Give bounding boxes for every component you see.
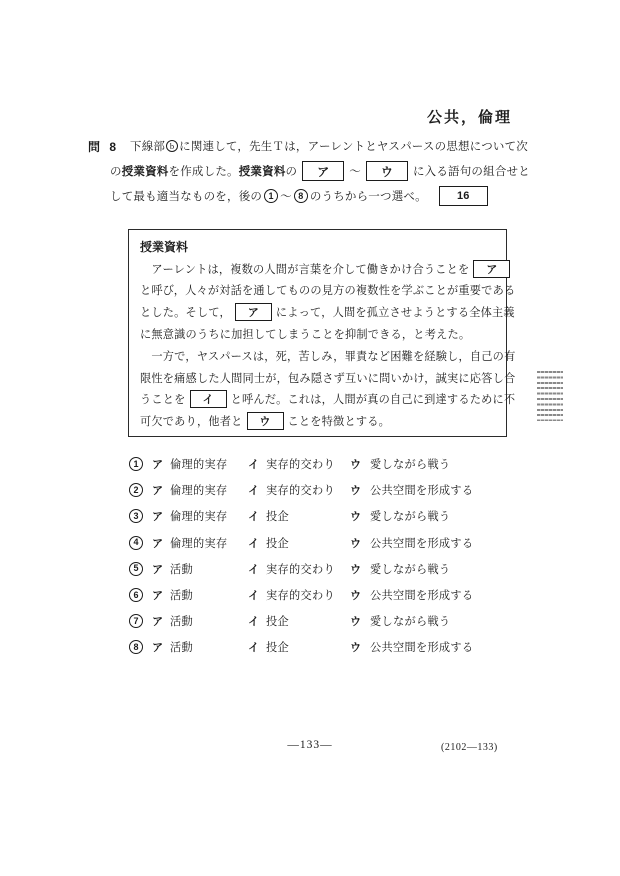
col-c-label: ウ (350, 485, 361, 498)
choice-a-value: 活動 (170, 563, 193, 576)
choice-a-value: 活動 (170, 590, 193, 603)
choice-b-value: 投企 (266, 511, 289, 524)
choice-row-6 (127, 582, 473, 608)
col-b-label: イ (248, 563, 259, 576)
question-line-3 (88, 185, 488, 207)
answer-number-box: 16 (439, 186, 488, 206)
material-term: 授業資料 (238, 166, 286, 178)
material-text: によって，人間を孤立させようとする全体主義 (275, 307, 515, 320)
choice-row-7 (127, 608, 473, 634)
material-text: うことを (140, 394, 186, 407)
col-c-label: ウ (350, 616, 361, 629)
material-p1-line1 (140, 258, 498, 280)
blank-box-a: ア (235, 303, 272, 321)
question-text: に関連して，先生Ｔは，アーレントとヤスパースの思想について次 (179, 141, 528, 153)
col-a-label: ア (152, 485, 163, 498)
blank-box-c: ウ (366, 161, 408, 181)
choice-a-value: 倫理的実存 (170, 511, 228, 524)
choice-b-value: 投企 (266, 642, 289, 655)
material-text: と呼んだ。これは，人間が真の自己に到達するために不 (230, 394, 516, 407)
choice-row-5 (127, 556, 473, 582)
tilde: ～ (349, 166, 361, 178)
material-text: に無意識のうちに加担してしまうことを抑制できる，と考えた。 (140, 329, 471, 342)
material-p1-line4 (140, 323, 495, 345)
choice-c-value: 公共空間を形成する (370, 537, 474, 550)
col-b-label: イ (248, 616, 259, 629)
choice-c-value: 公共空間を形成する (370, 485, 474, 498)
page-number: —133— (287, 739, 333, 751)
blank-box-b: イ (190, 390, 227, 408)
question-text: のうちから一つ選べ。 (309, 191, 427, 203)
material-p2-line2 (140, 367, 516, 389)
blank-box-c: ウ (247, 412, 284, 430)
col-a-label: ア (152, 616, 163, 629)
subject-header: 公共，倫理 (426, 109, 512, 126)
choice-row-8 (127, 634, 473, 660)
material-text: 限性を痛感した人間同士が，包み隠さず互いに問いかけ，誠実に応答し合 (140, 372, 516, 385)
col-a-label: ア (152, 511, 163, 524)
material-p1-line3 (140, 301, 515, 323)
choice-number: 3 (129, 509, 143, 523)
col-a-label: ア (152, 563, 163, 576)
blank-box-a: ア (302, 161, 344, 181)
material-text: ことを特徴とする。 (287, 416, 390, 429)
microtext-stamp (537, 371, 563, 421)
col-c-label: ウ (350, 563, 361, 576)
choice-a-value: 活動 (170, 642, 193, 655)
blank-box-a: ア (473, 260, 510, 278)
underline-ref-badge: b (166, 140, 178, 152)
material-text: 一方で，ヤスパースは，死，苦しみ，罪責など困難を経験し，自己の有 (140, 350, 516, 363)
material-term: 授業資料 (121, 166, 169, 178)
choice-c-value: 公共空間を形成する (370, 590, 474, 603)
booklet-code: (2102—133) (441, 742, 498, 753)
question-number: 問 8 (88, 139, 120, 154)
col-a-label: ア (152, 642, 163, 655)
material-text: と呼び，人々が対話を通してものの見方の複数性を学ぶことが重要である (140, 285, 516, 298)
choice-b-value: 実存的交わり (266, 485, 335, 498)
choice-number: 2 (129, 483, 143, 497)
choice-number: 8 (129, 640, 143, 654)
choice-a-value: 活動 (170, 616, 193, 629)
choice-c-value: 愛しながら戦う (370, 459, 451, 472)
col-b-label: イ (248, 537, 259, 550)
choice-number: 7 (129, 614, 143, 628)
col-b-label: イ (248, 642, 259, 655)
choice-number: 6 (129, 588, 143, 602)
choice-b-value: 実存的交わり (266, 563, 335, 576)
choice-c-value: 公共空間を形成する (370, 642, 474, 655)
choices-list (127, 451, 473, 661)
col-b-label: イ (248, 590, 259, 603)
material-text: とした。そして， (140, 307, 231, 320)
choice-row-4 (127, 530, 473, 556)
choice-a-value: 倫理的実存 (170, 459, 228, 472)
material-p1-line2 (140, 280, 516, 302)
question-text: の (285, 166, 298, 178)
choice-range-from: 1 (264, 189, 278, 203)
col-c-label: ウ (350, 511, 361, 524)
question-text: の (110, 166, 122, 178)
material-text: アーレントは，複数の人間が言葉を介して働きかけ合うことを (140, 263, 470, 276)
col-a-label: ア (152, 590, 163, 603)
choice-b-value: 投企 (266, 616, 289, 629)
col-b-label: イ (248, 459, 259, 472)
choice-a-value: 倫理的実存 (170, 485, 228, 498)
choice-row-2 (127, 477, 473, 503)
col-c-label: ウ (350, 537, 361, 550)
material-p2-line4 (140, 410, 495, 432)
choice-a-value: 倫理的実存 (170, 537, 228, 550)
col-a-label: ア (152, 459, 163, 472)
question-line-1 (88, 135, 528, 157)
choice-b-value: 投企 (266, 537, 289, 550)
material-p2-line3 (140, 389, 516, 411)
choice-number: 5 (129, 562, 143, 576)
col-c-label: ウ (350, 642, 361, 655)
question-text: に入る語句の組合せと (412, 166, 530, 178)
choice-number: 1 (129, 457, 143, 471)
choice-c-value: 愛しながら戦う (370, 511, 451, 524)
col-c-label: ウ (350, 590, 361, 603)
choice-b-value: 実存的交わり (266, 459, 335, 472)
material-text: 可欠であり，他者と (140, 416, 243, 429)
question-text: を作成した。 (168, 166, 239, 178)
material-p2-line1 (140, 345, 516, 367)
question-line-2 (88, 160, 530, 182)
question-text: して最も適当なものを，後の (110, 191, 263, 203)
tilde: ～ (280, 191, 292, 203)
col-b-label: イ (248, 511, 259, 524)
choice-number: 4 (129, 536, 143, 550)
question-text: 下線部 (130, 141, 166, 153)
choice-row-3 (127, 503, 473, 529)
choice-b-value: 実存的交わり (266, 590, 335, 603)
choice-c-value: 愛しながら戦う (370, 616, 451, 629)
class-material-box (128, 229, 516, 437)
choice-c-value: 愛しながら戦う (370, 563, 451, 576)
col-a-label: ア (152, 537, 163, 550)
col-b-label: イ (248, 485, 259, 498)
choice-row-1 (127, 451, 473, 477)
choice-range-to: 8 (294, 189, 308, 203)
material-title: 授業資料 (140, 240, 189, 255)
col-c-label: ウ (350, 459, 361, 472)
